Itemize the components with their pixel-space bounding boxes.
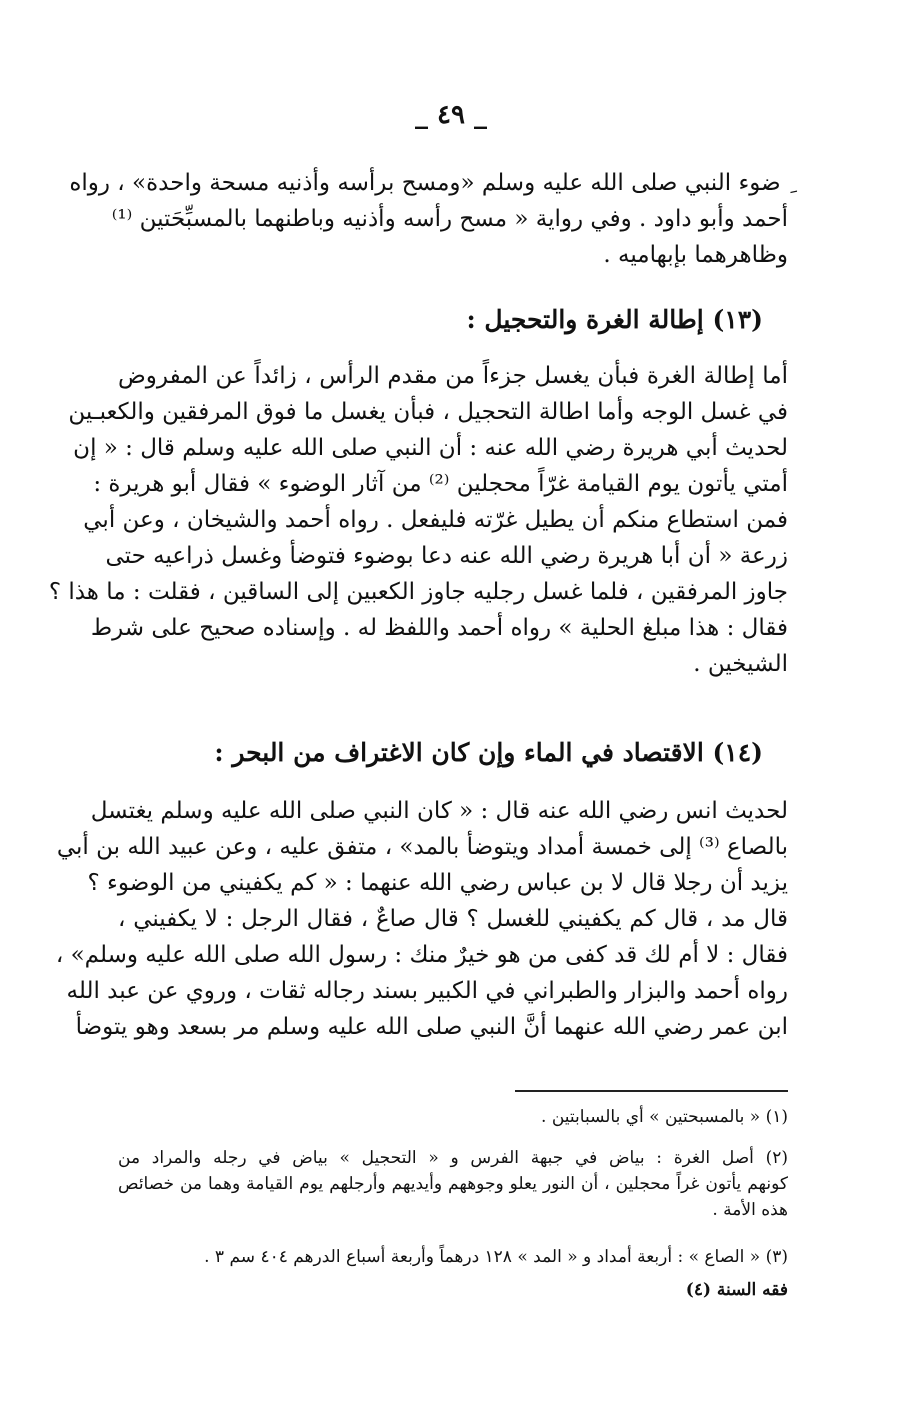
body-line: فمن استطاع منكم أن يطيل غرّته فليفعل . رواه أحمد والشيخان ، وعن أبي	[83, 507, 788, 533]
body-line: بالصاع ⁽³⁾ إلى خمسة أمداد ويتوضأ بالمد» ، متفق عليه ، وعن عبيد الله بن أبي	[56, 834, 788, 860]
body-line: لحديث أبي هريرة رضي الله عنه : أن النبي صلى الله عليه وسلم قال : « إن	[73, 435, 788, 461]
footnote-line: (٢) أصل الغرة : بياض في جبهة الفرس و « التحجيل » بياض في رجله والمراد من	[118, 1148, 788, 1168]
footnote-line: كونهم يأتون غراً محجلين ، أن النور يعلو وجوههم وأيديهم وأرجلهم يوم القيامة وهما من خصائص	[118, 1174, 788, 1194]
footnote-2	[118, 1145, 788, 1223]
section-14-heading: (١٤) الاقتصاد في الماء وإن كان الاغتراف من البحر :	[214, 738, 763, 767]
intro-paragraph	[69, 165, 788, 273]
body-line: جاوز المرفقين ، فلما غسل رجليه جاوز الكعبين إلى الساقين ، فقلت : ما هذا ؟	[48, 579, 788, 605]
intro-line: وظاهرهما بإبهاميه .	[603, 242, 788, 268]
book-signature: فقه السنة (٤)	[685, 1280, 788, 1300]
body-line: قال مد ، قال كم يكفيني للغسل ؟ قال صاعٌ ، فقال الرجل : لا يكفيني ،	[118, 906, 788, 932]
body-line: ابن عمر رضي الله عنهما أنَّ النبي صلى الله عليه وسلم مر بسعد وهو يتوضأ	[75, 1014, 788, 1040]
body-line: لحديث انس رضي الله عنه قال : « كان النبي صلى الله عليه وسلم يغتسل	[90, 798, 788, 824]
footnote-line: (٣) « الصاع » : أربعة أمداد و « المد » ١٢٨ درهماً وأربعة أسباع الدرهم ٤٠٤ سم ٣ .	[204, 1247, 788, 1267]
footnote-divider	[515, 1090, 788, 1092]
body-line: فقال : هذا مبلغ الحلية » رواه أحمد واللفظ له . وإسناده صحيح على شرط	[90, 615, 788, 641]
body-line: رواه أحمد والبزار والطبراني في الكبير بسند رجاله ثقات ، وروي عن عبد الله	[66, 978, 788, 1004]
body-line: الشيخين .	[693, 651, 788, 677]
section-13-paragraph	[48, 358, 788, 682]
footnote-line: هذه الأمة .	[712, 1200, 788, 1220]
section-13-heading: (١٣) إطالة الغرة والتحجيل :	[466, 305, 763, 334]
intro-line: أحمد وأبو داود . وفي رواية « مسح رأسه وأذنيه وباطنهما بالمسبِّحَتين ⁽¹⁾	[111, 206, 788, 232]
intro-line: ِ ضوء النبي صلى الله عليه وسلم «ومسح برأسه وأذنيه مسحة واحدة» ، رواه	[69, 170, 788, 196]
body-line: زرعة « أن أبا هريرة رضي الله عنه دعا بوضوء فتوضأ وغسل ذراعيه حتى	[105, 543, 788, 569]
page-number: _ ٤٩ _	[414, 100, 488, 130]
body-line: فقال : لا أم لك قد كفى من هو خيرٌ منك : رسول الله صلى الله عليه وسلم» ،	[55, 942, 788, 968]
body-line: أمتي يأتون يوم القيامة غرّاً محجلين ⁽²⁾ من آثار الوضوء » فقال أبو هريرة :	[93, 471, 788, 497]
footnote-line: (١) « بالمسبحتين » أي بالسبابتين .	[541, 1107, 788, 1127]
body-line: يزيد أن رجلا قال لا بن عباس رضي الله عنهما : « كم يكفيني من الوضوء ؟	[87, 870, 788, 896]
body-line: أما إطالة الغرة فبأن يغسل جزءاً من مقدم الرأس ، زائداً عن المفروض	[118, 363, 788, 389]
footnote-1	[118, 1104, 788, 1130]
footnote-3	[118, 1244, 788, 1270]
section-14-paragraph	[55, 793, 788, 1045]
body-line: في غسل الوجه وأما اطالة التحجيل ، فبأن يغسل ما فوق المرفقين والكعبـين	[68, 399, 788, 425]
